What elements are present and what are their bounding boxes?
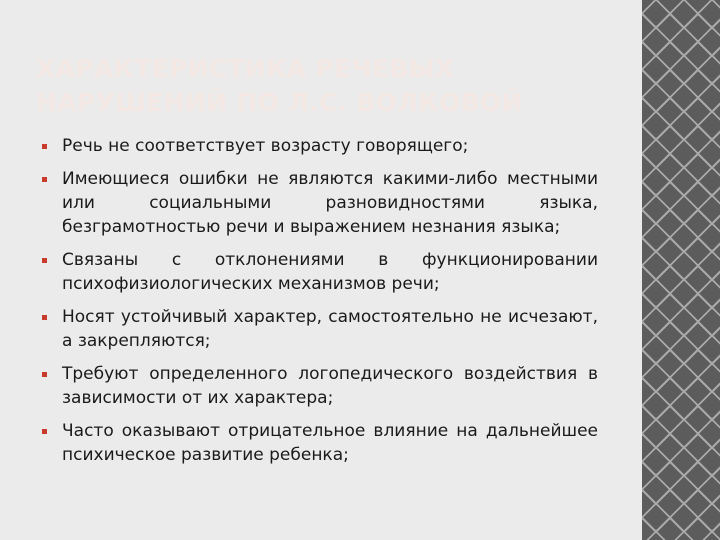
bullet-text: Часто оказывают отрицательное влияние на дальнейшее психическое развитие ребенка;: [62, 421, 598, 465]
slide-title: ХАРАКТЕРИСТИКА РЕЧЕВЫХ НАРУШЕНИЙ ПО Л.С. ВОЛКОВОЙ: [36, 54, 523, 117]
bullet-marker-icon: [42, 429, 47, 434]
bullet-marker-icon: [42, 144, 47, 149]
bullet-marker-icon: [42, 177, 47, 182]
bullet-text: Связаны с отклонениями в функционировании психофизиологических механизмов речи;: [62, 250, 598, 294]
bullet-text: Требуют определенного логопедического воздействия в зависимости от их характера;: [62, 364, 598, 408]
bullet-text: Носят устойчивый характер, самостоятельно не исчезают, а закрепляются;: [62, 307, 598, 351]
bullet-item: [40, 134, 598, 158]
bullet-item: [40, 167, 598, 239]
bullet-text: Имеющиеся ошибки не являются какими-либо местными или социальными разновидностями языка, безграмотностью речи и выражением незнания языка;: [62, 169, 598, 237]
bullet-marker-icon: [42, 315, 47, 320]
bullet-item: [40, 362, 598, 410]
bullet-item: [40, 248, 598, 296]
bullet-marker-icon: [42, 372, 47, 377]
bullet-list: [40, 134, 598, 476]
bullet-text: Речь не соответствует возрасту говорящего;: [62, 136, 469, 156]
bullet-marker-icon: [42, 258, 47, 263]
bullet-item: [40, 305, 598, 353]
decorative-diamond-pattern: [642, 0, 720, 540]
bullet-item: [40, 419, 598, 467]
